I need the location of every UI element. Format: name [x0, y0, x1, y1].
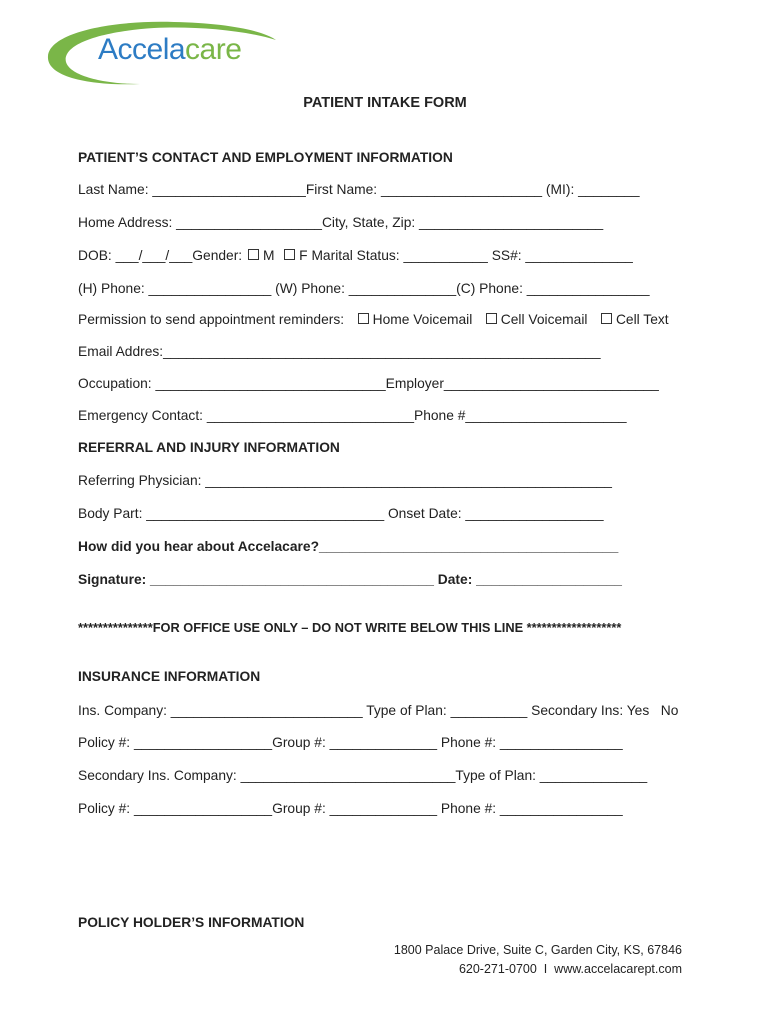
- footer-contact: 620-271-0700 I www.accelacarept.com: [458, 962, 682, 976]
- section-policy-holder-heading: POLICY HOLDER’S INFORMATION: [78, 915, 305, 930]
- occupation-line[interactable]: Occupation: ______________________________Employer____________________________: [78, 376, 659, 391]
- body-part-line[interactable]: Body Part: _______________________________ Onset Date: __________________: [78, 506, 604, 521]
- logo-wordmark: [98, 33, 241, 67]
- section-insurance-heading: INSURANCE INFORMATION: [78, 669, 261, 684]
- ins-company-line[interactable]: Ins. Company: _________________________ Type of Plan: __________ Secondary Ins: Yes No: [78, 703, 679, 718]
- home-voicemail-label: Home Voicemail: [372, 312, 473, 327]
- cell-voicemail-label: Cell Voicemail: [500, 312, 588, 327]
- office-use-divider: ***************FOR OFFICE USE ONLY – DO NOT WRITE BELOW THIS LINE *******************: [78, 620, 622, 635]
- referring-physician-line[interactable]: Referring Physician: _____________________________________________________: [78, 473, 612, 488]
- footer-address: 1800 Palace Drive, Suite C, Garden City, KS, 67846: [393, 943, 682, 957]
- cell-voicemail-checkbox[interactable]: [486, 313, 497, 324]
- logo-text-accela: Accela: [98, 33, 186, 66]
- policy-line-primary[interactable]: Policy #: __________________Group #: ______________ Phone #: ________________: [78, 735, 623, 750]
- gender-m-checkbox[interactable]: [248, 249, 259, 260]
- section-referral-heading: REFERRAL AND INJURY INFORMATION: [78, 440, 340, 455]
- policy-line-secondary[interactable]: Policy #: __________________Group #: ______________ Phone #: ________________: [78, 801, 623, 816]
- logo-text-care: care: [185, 33, 242, 66]
- secondary-company-line[interactable]: Secondary Ins. Company: ____________________________Type of Plan: ______________: [78, 768, 648, 783]
- gender-f-label: F: [299, 248, 308, 263]
- permission-label: Permission to send appointment reminders:: [78, 312, 345, 327]
- home-voicemail-checkbox[interactable]: [358, 313, 369, 324]
- marital-ss-label: Marital Status: ___________ SS#: ______________: [307, 248, 633, 263]
- cell-text-label: Cell Text: [615, 312, 669, 327]
- hear-about-line[interactable]: How did you hear about Accelacare?_______________________________________: [78, 539, 619, 554]
- dob-label: DOB: ___/___/___Gender:: [78, 248, 243, 263]
- cell-text-checkbox[interactable]: [601, 313, 612, 324]
- email-line[interactable]: Email Addres:_________________________________________________________: [78, 344, 601, 359]
- form-title: PATIENT INTAKE FORM: [303, 95, 467, 111]
- permission-line[interactable]: [78, 312, 669, 328]
- dob-gender-line[interactable]: [78, 248, 633, 264]
- emergency-contact-line[interactable]: Emergency Contact: ___________________________Phone #_____________________: [78, 408, 627, 423]
- signature-line[interactable]: Signature: _____________________________________ Date: ___________________: [78, 572, 622, 587]
- phones-line[interactable]: (H) Phone: ________________ (W) Phone: ______________(C) Phone: ________________: [78, 281, 650, 296]
- gender-f-checkbox[interactable]: [284, 249, 295, 260]
- address-line[interactable]: Home Address: ___________________City, State, Zip: ________________________: [78, 215, 604, 230]
- gender-m-label: M: [263, 248, 275, 263]
- name-line[interactable]: Last Name: ____________________First Name: _____________________ (MI): ________: [78, 182, 640, 197]
- section-contact-heading: PATIENT’S CONTACT AND EMPLOYMENT INFORMATION: [78, 150, 453, 165]
